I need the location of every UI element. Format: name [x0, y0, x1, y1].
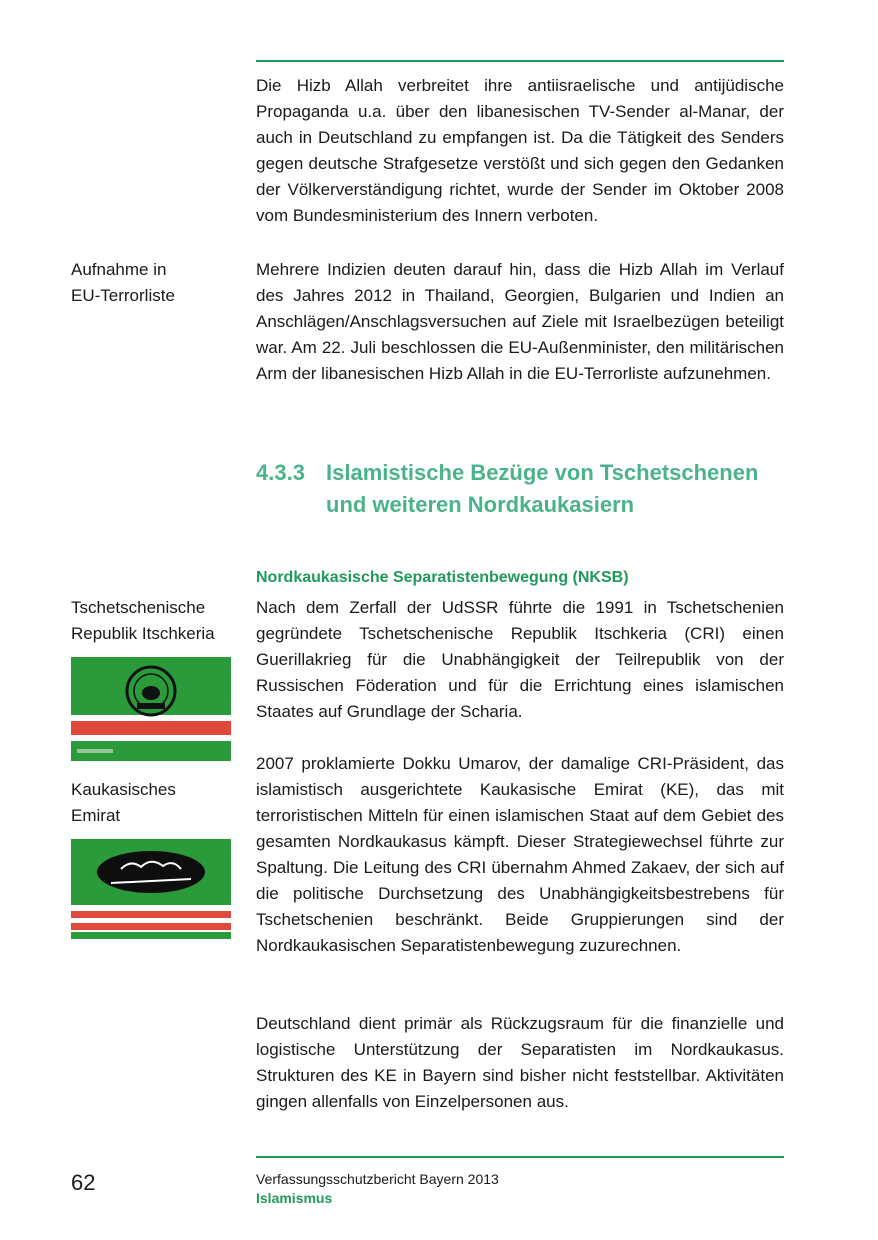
footer-rule	[256, 1156, 784, 1158]
section-number: 4.3.3	[256, 460, 305, 485]
ke-flag-image	[71, 839, 231, 939]
section-title-line1: Islamistische Bezüge von Tschetschenen	[326, 460, 759, 485]
sidenote-cri-line2: Republik Itschkeria	[71, 624, 215, 643]
top-rule	[256, 60, 784, 62]
subheading-nksb: Nordkaukasische Separatistenbewegung (NKSB)	[256, 569, 629, 586]
sidenote-eu-line2: EU-Terrorliste	[71, 286, 175, 305]
paragraph-ke: 2007 proklamierte Dokku Umarov, der damalige CRI-Präsident, das islamistisch ausgerichtete Kaukasische Emirat (KE), das mit terroristischen Mitteln für einen islamischen Staat auf dem Gebiet des gesamten Nordkaukasus kämpft. Dieser Strategiewechsel führte zur Spaltung. Die Leitung des CRI übernahm Ahmed Zakaev, der sich auf die politische Durchsetzung des Unabhängigkeitsbestrebens für Tschetschenien beschränkt. Beide Gruppierungen sind der Nordkaukasischen Separatistenbewegung zuzurechnen.	[256, 754, 784, 955]
paragraph-eu-terrorliste: Mehrere Indizien deuten darauf hin, dass die Hizb Allah im Verlauf des Jahres 2012 in Thailand, Georgien, Bulgarien und Indien an Anschlägen/Anschlagsversuchen auf Ziele mit Israelbezügen beteiligt war. Am 22. Juli beschlossen die EU-Außenminister, den militärischen Arm der libanesischen Hizb Allah in die EU-Terrorliste aufzunehmen.	[256, 260, 784, 383]
sidenote-eu-line1: Aufnahme in	[71, 260, 167, 279]
page-number: 62	[71, 1170, 96, 1195]
section-title	[326, 457, 758, 521]
paragraph-cri: Nach dem Zerfall der UdSSR führte die 1991 in Tschetschenien gegründete Tschetschenische Republik Itschkeria (CRI) einen Guerillakrieg für die Unabhängigkeit der Teilrepublik von der Russischen Föderation und für die Errichtung eines islamischen Staates auf Grundlage der Scharia.	[256, 598, 784, 721]
sidenote-ke-line2: Emirat	[71, 806, 121, 825]
section-title-line2: und weiteren Nordkaukasiern	[326, 492, 635, 517]
paragraph-al-manar: Die Hizb Allah verbreitet ihre antiisraelische und antijüdische Propaganda u.a. über den libanesischen TV-Sender al-Manar, der auch in Deutschland zu empfangen ist. Da die Tätigkeit des Senders gegen deutsche Strafgesetze verstößt und sich gegen den Gedanken der Völkerverständigung richtet, wurde der Sender im Oktober 2008 vom Bundesministerium des Innern verboten.	[256, 76, 784, 225]
cri-flag-image	[71, 657, 231, 761]
sidenote-ke	[71, 777, 251, 829]
footer-publication-title: Verfassungsschutzbericht Bayern 2013	[256, 1171, 499, 1187]
footer-section-name: Islamismus	[256, 1190, 333, 1206]
sidenote-cri-line1: Tschetschenische	[71, 598, 206, 617]
sidenote-ke-line1: Kaukasisches	[71, 780, 176, 799]
sidenote-cri	[71, 595, 251, 647]
sidenote-eu-terrorliste	[71, 257, 251, 309]
paragraph-deutschland: Deutschland dient primär als Rückzugsraum für die finanzielle und logistische Unterstützung der Separatisten im Nordkaukasus. Strukturen des KE in Bayern sind bisher nicht feststellbar. Aktivitäten gingen allenfalls von Einzelpersonen aus.	[256, 1014, 784, 1111]
